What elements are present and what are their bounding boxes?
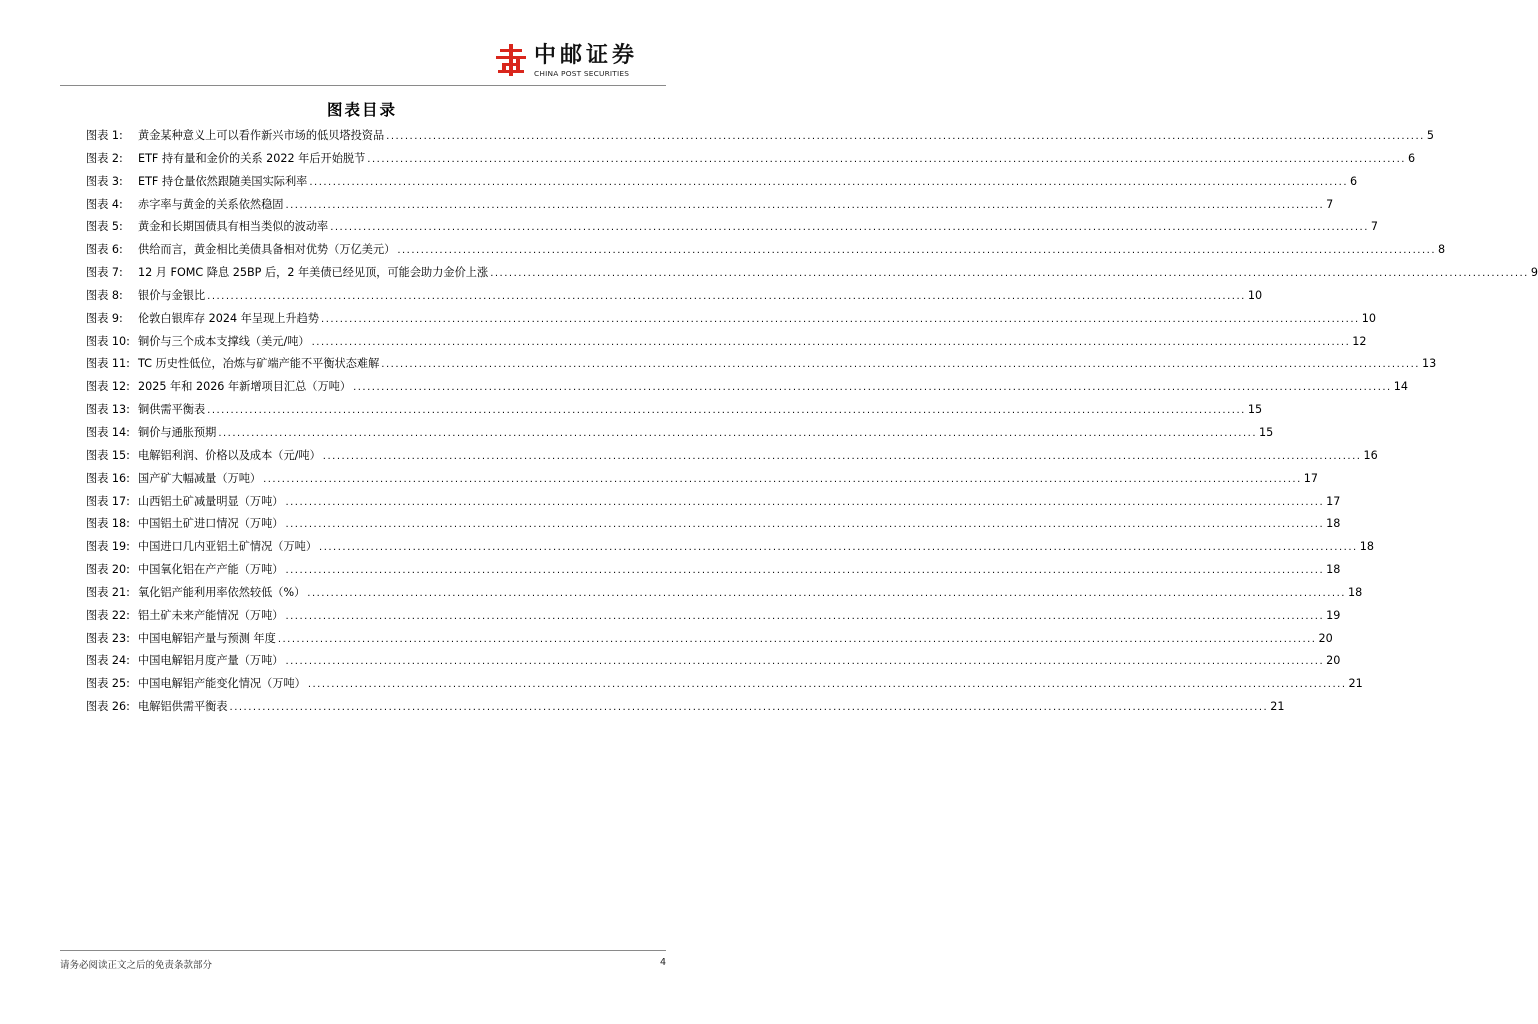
toc-entry-label: 图表 20: bbox=[86, 563, 130, 577]
toc-entry[interactable] bbox=[86, 630, 1333, 653]
toc-entry-title: 中国铝土矿进口情况（万吨） bbox=[138, 517, 284, 531]
toc-entry-page: 18 bbox=[1359, 540, 1374, 554]
toc-leader-dots bbox=[307, 588, 1346, 599]
toc-entry-page: 16 bbox=[1363, 448, 1378, 462]
china-post-logo-icon bbox=[496, 44, 526, 76]
toc-entry-title: ETF 持仓量依然跟随美国实际利率 bbox=[138, 174, 308, 188]
toc-entry-label: 图表 8: bbox=[86, 288, 123, 302]
toc-entry-page: 7 bbox=[1370, 220, 1379, 234]
toc-entry[interactable] bbox=[86, 127, 1434, 150]
toc-leader-dots bbox=[319, 542, 1358, 553]
toc-entry-page: 8 bbox=[1438, 243, 1446, 257]
toc-entry-page: 12 bbox=[1352, 334, 1367, 348]
toc-entry[interactable] bbox=[86, 652, 1341, 675]
toc-entry-title: 电解铝利润、价格以及成本（元/吨） bbox=[138, 448, 321, 462]
toc-entry-label: 图表 21: bbox=[86, 585, 130, 599]
toc-entry-page: 19 bbox=[1326, 608, 1341, 622]
toc-entry[interactable] bbox=[86, 424, 1274, 447]
page-number: 4 bbox=[659, 957, 666, 968]
toc-leader-dots bbox=[285, 519, 1324, 530]
toc-entry-title: 中国进口几内亚铝土矿情况（万吨） bbox=[138, 540, 318, 554]
toc-entry-title: 山西铝土矿减量明显（万吨） bbox=[138, 494, 284, 508]
toc-entry[interactable] bbox=[86, 264, 1538, 287]
toc-entry-title: 银价与金银比 bbox=[138, 288, 206, 302]
toc-entry-label: 图表 4: bbox=[86, 197, 123, 211]
toc-leader-dots bbox=[330, 222, 1369, 233]
toc-entry-title: TC 历史性低位，冶炼与矿端产能不平衡状态难解 bbox=[138, 357, 380, 371]
toc-entry-title: 黄金某种意义上可以看作新兴市场的低贝塔投资品 bbox=[138, 129, 385, 142]
toc-entry[interactable] bbox=[86, 196, 1334, 219]
toc-entry-page: 10 bbox=[1361, 311, 1376, 325]
toc-leader-dots bbox=[207, 291, 1246, 302]
toc-entry-title: 中国电解铝月度产量（万吨） bbox=[138, 654, 284, 668]
brand-name-cn: 中邮证券 bbox=[534, 43, 639, 68]
toc-entry-page: 20 bbox=[1326, 654, 1341, 668]
toc-leader-dots bbox=[386, 131, 1425, 142]
toc-entry-page: 18 bbox=[1326, 517, 1341, 531]
toc-entry-label: 图表 6: bbox=[86, 243, 123, 257]
toc-entry-page: 18 bbox=[1347, 585, 1363, 599]
toc-entry[interactable] bbox=[86, 675, 1363, 698]
toc-entry-page: 10 bbox=[1247, 288, 1263, 302]
footer-divider bbox=[60, 950, 666, 951]
toc-entry-label: 图表 15: bbox=[86, 448, 130, 462]
toc-entry-label: 图表 18: bbox=[86, 517, 130, 531]
toc-title: 图表目录 bbox=[326, 101, 397, 119]
toc-leader-dots bbox=[308, 679, 1347, 690]
toc-entry[interactable] bbox=[86, 538, 1374, 561]
toc-entry-label: 图表 22: bbox=[86, 608, 130, 622]
toc-entry-label: 图表 23: bbox=[86, 631, 130, 645]
toc-entry-title: 铜价与通胀预期 bbox=[138, 425, 217, 439]
toc-entry-label: 图表 17: bbox=[86, 494, 130, 508]
toc-entry-page: 13 bbox=[1421, 357, 1437, 371]
toc-entry[interactable] bbox=[86, 241, 1446, 264]
toc-entry[interactable] bbox=[86, 607, 1341, 630]
footer-disclaimer: 请务必阅读正文之后的免责条款部分 bbox=[60, 960, 213, 971]
toc-leader-dots bbox=[312, 337, 1351, 348]
toc-entry-title: 铜价与三个成本支撑线（美元/吨） bbox=[138, 334, 310, 348]
toc-leader-dots bbox=[278, 634, 1317, 645]
toc-leader-dots bbox=[285, 611, 1324, 622]
toc-entry-page: 6 bbox=[1407, 151, 1416, 165]
toc-entry[interactable] bbox=[86, 173, 1358, 196]
toc-entry-title: 赤字率与黄金的关系依然稳固 bbox=[138, 197, 284, 211]
toc-entry-page: 7 bbox=[1326, 197, 1334, 211]
toc-entry[interactable] bbox=[86, 698, 1285, 721]
toc-entry-title: 铜供需平衡表 bbox=[138, 403, 206, 417]
toc-entry-page: 14 bbox=[1393, 380, 1408, 394]
header-divider bbox=[60, 85, 666, 86]
toc-entry[interactable] bbox=[86, 333, 1367, 356]
toc-entry-title: 12 月 FOMC 降息 25BP 后，2 年美债已经见顶，可能会助力金价上涨 bbox=[138, 266, 489, 280]
toc-entry-title: 中国电解铝产能变化情况（万吨） bbox=[138, 677, 306, 691]
toc-entry[interactable] bbox=[86, 355, 1437, 378]
toc-entry-title: 黄金和长期国债具有相当类似的波动率 bbox=[138, 220, 329, 234]
toc-entry[interactable] bbox=[86, 515, 1341, 538]
toc-leader-dots bbox=[207, 405, 1246, 416]
toc-leader-dots bbox=[285, 200, 1324, 211]
toc-entry-label: 图表 1: bbox=[86, 129, 123, 142]
toc-leader-dots bbox=[490, 268, 1529, 279]
toc-entry-title: 中国电解铝产量与预测 年度 bbox=[138, 631, 276, 645]
toc-entry-label: 图表 16: bbox=[86, 471, 130, 485]
toc-entry-page: 20 bbox=[1318, 631, 1333, 645]
toc-entry-page: 21 bbox=[1348, 677, 1363, 691]
toc-leader-dots bbox=[397, 245, 1436, 256]
toc-entry-title: 国产矿大幅减量（万吨） bbox=[138, 471, 262, 485]
toc-entry-title: 2025 年和 2026 年新增项目汇总（万吨） bbox=[138, 380, 352, 394]
toc-entry-page: 9 bbox=[1530, 266, 1538, 280]
toc-entry-label: 图表 19: bbox=[86, 540, 130, 554]
toc-entry-title: ETF 持有量和金价的关系 2022 年后开始脱节 bbox=[138, 151, 366, 165]
toc-entry[interactable] bbox=[86, 218, 1379, 241]
toc-entry[interactable] bbox=[86, 310, 1376, 333]
toc-entry-label: 图表 9: bbox=[86, 311, 123, 325]
toc-leader-dots bbox=[285, 497, 1324, 508]
toc-entry[interactable] bbox=[86, 470, 1319, 493]
toc-entry[interactable] bbox=[86, 150, 1416, 173]
toc-entry[interactable] bbox=[86, 447, 1378, 470]
brand-name-en: CHINA POST SECURITIES bbox=[534, 69, 630, 78]
toc-entry-page: 18 bbox=[1326, 563, 1341, 577]
toc-leader-dots bbox=[323, 451, 1362, 462]
toc-entry-label: 图表 24: bbox=[86, 654, 130, 668]
toc-leader-dots bbox=[285, 656, 1324, 667]
toc-entry-title: 中国氧化铝在产产能（万吨） bbox=[138, 563, 284, 577]
toc-entry-title: 电解铝供需平衡表 bbox=[138, 700, 228, 714]
toc-entry-label: 图表 25: bbox=[86, 677, 130, 691]
toc-leader-dots bbox=[263, 474, 1302, 485]
toc-entry[interactable] bbox=[86, 561, 1341, 584]
toc-leader-dots bbox=[321, 314, 1360, 325]
toc-entry-label: 图表 5: bbox=[86, 220, 123, 234]
toc-entry-page: 17 bbox=[1326, 494, 1341, 508]
toc-entry[interactable] bbox=[86, 401, 1263, 424]
toc-leader-dots bbox=[230, 702, 1269, 713]
toc-entry-page: 6 bbox=[1350, 174, 1358, 188]
toc-leader-dots bbox=[367, 154, 1406, 165]
toc-entry-label: 图表 2: bbox=[86, 151, 123, 165]
toc-entry-label: 图表 26: bbox=[86, 700, 130, 714]
toc-entry-title: 伦敦白银库存 2024 年呈现上升趋势 bbox=[138, 311, 320, 325]
toc-entry[interactable] bbox=[86, 287, 1263, 310]
toc-entry-label: 图表 13: bbox=[86, 403, 130, 417]
toc-entry-label: 图表 7: bbox=[86, 266, 123, 280]
brand-logo bbox=[496, 44, 666, 82]
toc-entry-page: 15 bbox=[1247, 403, 1263, 417]
toc-entry-label: 图表 3: bbox=[86, 174, 123, 188]
toc-entry-page: 21 bbox=[1270, 700, 1285, 714]
toc-leader-dots bbox=[285, 565, 1324, 576]
toc-entry-title: 氧化铝产能利用率依然较低（%） bbox=[138, 585, 306, 599]
toc-entry-title: 铝土矿未来产能情况（万吨） bbox=[138, 608, 284, 622]
toc-leader-dots bbox=[309, 177, 1348, 188]
toc-entry[interactable] bbox=[86, 378, 1408, 401]
toc-entry-label: 图表 14: bbox=[86, 425, 130, 439]
toc-entry-label: 图表 12: bbox=[86, 380, 130, 394]
page-header bbox=[60, 0, 666, 86]
toc-entry-label: 图表 10: bbox=[86, 334, 130, 348]
toc-entry-page: 5 bbox=[1426, 129, 1434, 142]
toc-leader-dots bbox=[218, 428, 1257, 439]
toc-entry-page: 15 bbox=[1259, 425, 1274, 439]
toc-entry[interactable] bbox=[86, 584, 1363, 607]
toc-entry[interactable] bbox=[86, 493, 1341, 516]
toc-leader-dots bbox=[353, 382, 1392, 393]
toc-entry-label: 图表 11: bbox=[86, 357, 130, 371]
toc-leader-dots bbox=[381, 359, 1420, 370]
table-of-figures bbox=[86, 127, 1538, 721]
toc-entry-title: 供给而言，黄金相比美债具备相对优势（万亿美元） bbox=[138, 243, 396, 257]
toc-entry-page: 17 bbox=[1303, 471, 1319, 485]
